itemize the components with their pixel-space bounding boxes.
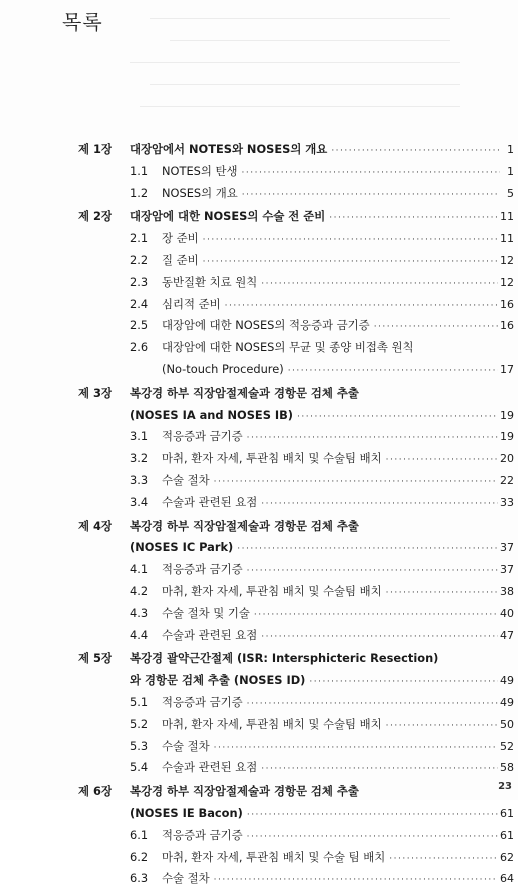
dot-leader [203,230,498,252]
section-title-continued: (No-touch Procedure) [162,361,284,376]
section-title: 수술 절차 [162,472,210,487]
dot-leader [247,827,498,849]
toc-section-row[interactable] [78,470,514,492]
toc-chapter-row[interactable] [78,206,514,228]
chapter-title-continued: (NOSES IA and NOSES IB) [130,407,294,422]
toc-section-row[interactable] [78,315,514,337]
dot-leader [386,450,498,472]
section-page: 12 [500,275,514,289]
section-number: 6.1 [130,827,149,842]
dot-leader [261,274,498,296]
section-page: 19 [500,430,514,444]
dot-leader [389,849,498,871]
dot-leader [247,805,498,827]
dot-leader [261,759,498,781]
section-page: 33 [500,495,514,509]
section-title: 질 준비 [162,252,199,267]
bleed-through-line [150,84,460,85]
section-page: 38 [500,584,514,598]
chapter-title-continued: 와 경항문 검체 추출 (NOSES ID) [130,673,306,688]
bleed-through-line [170,40,450,41]
section-title: 적응증과 금기증 [162,429,243,444]
chapter-number: 제 4장 [78,518,112,533]
dot-leader [214,472,498,494]
toc-chapter-row[interactable] [78,139,514,161]
section-page: 50 [500,717,514,731]
dot-leader [386,716,498,738]
section-number: 6.3 [130,871,149,886]
dot-leader [386,583,498,605]
section-title: 수술 절차 [162,871,210,886]
dot-leader [247,428,498,450]
section-page: 22 [500,473,514,487]
section-page: 17 [500,362,514,376]
section-title: 마취, 환자 자세, 투관침 배치 및 수술 팀 배치 [162,849,386,864]
section-page: 49 [500,695,514,709]
section-title: 수술과 관련된 요점 [162,627,258,642]
section-title: 수술 절차 및 기술 [162,605,250,620]
dot-leader [247,561,498,583]
section-number: 4.1 [130,562,149,577]
section-number: 3.3 [130,472,149,487]
toc-chapter-row[interactable] [78,516,514,538]
chapter-title: 복강경 하부 직장암절제술과 경항문 검체 추출 [130,518,359,533]
table-of-contents [78,139,514,892]
toc-section-row[interactable] [78,228,514,250]
toc-section-row[interactable] [78,250,514,272]
toc-section-row[interactable] [78,714,514,736]
section-page: 20 [500,452,514,466]
dot-leader [261,494,498,516]
dot-leader [288,361,498,383]
section-title: 대장암에 대한 NOSES의 무균 및 종양 비접촉 원칙 [162,340,414,355]
toc-section-row[interactable] [78,736,514,758]
toc-section-row[interactable] [78,294,514,316]
toc-chapter-row-continued[interactable] [78,537,514,559]
section-page: 47 [500,628,514,642]
section-page: 64 [500,872,514,886]
chapter-title-continued: (NOSES IC Park) [130,540,234,555]
section-title: 적응증과 금기증 [162,562,243,577]
section-page: 16 [500,319,514,333]
toc-section-row[interactable] [78,272,514,294]
section-title: 심리적 준비 [162,296,221,311]
toc-section-row[interactable] [78,581,514,603]
toc-section-row[interactable] [78,161,514,183]
toc-section-row[interactable] [78,757,514,779]
toc-chapter-row[interactable] [78,648,514,670]
dot-leader [254,605,498,627]
section-number: 3.1 [130,429,149,444]
section-number: 5.1 [130,694,149,709]
dot-leader [329,208,498,230]
toc-chapter-row-continued[interactable] [78,405,514,427]
toc-chapter [78,516,514,647]
chapter-title: 대장암에서 NOTES와 NOSES의 개요 [130,142,328,156]
toc-section-row[interactable] [78,183,514,205]
section-title: 대장암에 대한 NOSES의 적응증과 금기증 [162,318,370,333]
section-page: 5 [507,186,514,200]
section-number: 4.3 [130,605,149,620]
toc-section-row[interactable] [78,692,514,714]
section-number: 6.2 [130,849,149,864]
dot-leader [242,185,500,207]
chapter-page: 61 [500,806,514,820]
toc-chapter [78,206,514,380]
toc-section-row[interactable] [78,625,514,647]
section-title: 적응증과 금기증 [162,827,243,842]
section-title: 장 준비 [162,231,199,246]
toc-chapter [78,648,514,779]
page-number: 23 [498,781,512,792]
section-title: 마취, 환자 자세, 투관침 배치 및 수술팀 배치 [162,716,382,731]
section-title: 수술과 관련된 요점 [162,760,258,775]
section-title: NOTES의 탄생 [162,163,238,178]
chapter-title: 복강경 하부 직장암절제술과 경항문 검체 추출 [130,385,359,400]
toc-chapter [78,139,514,204]
section-page: 62 [500,850,514,864]
section-number: 3.4 [130,494,149,509]
section-number: 4.4 [130,627,149,642]
chapter-page: 19 [500,408,514,422]
section-title: 동반질환 치료 원칙 [162,274,258,289]
dot-leader [237,539,498,561]
section-page: 40 [500,606,514,620]
toc-section-row[interactable] [78,337,514,359]
dot-leader [225,296,498,318]
toc-chapter-row-continued[interactable] [78,670,514,692]
chapter-page: 49 [500,674,514,688]
chapter-title: 대장암에 대한 NOSES의 수술 전 준비 [130,209,326,224]
section-number: 2.6 [130,340,149,355]
chapter-number: 제 1장 [78,142,112,156]
chapter-page: 37 [500,541,514,555]
dot-leader [261,627,498,649]
toc-chapter [78,383,514,514]
toc-chapter [78,781,514,890]
chapter-title-continued: (NOSES IE Bacon) [130,805,243,820]
toc-section-row[interactable] [78,847,514,869]
section-title: 적응증과 금기증 [162,694,243,709]
section-title: 마취, 환자 자세, 투관침 배치 및 수술팀 배치 [162,583,382,598]
toc-section-row[interactable] [78,559,514,581]
bleed-through-line [150,18,450,19]
dot-leader [331,141,500,163]
toc-section-row[interactable] [78,448,514,470]
section-number: 5.4 [130,760,149,775]
bleed-through-line [140,106,460,107]
section-page: 16 [500,297,514,311]
section-page: 1 [507,164,514,178]
section-page: 58 [500,761,514,775]
chapter-page: 11 [500,210,514,224]
chapter-number: 제 3장 [78,385,112,400]
section-page: 37 [500,563,514,577]
section-title: 마취, 환자 자세, 투관침 배치 및 수술팀 배치 [162,451,382,466]
dot-leader [214,870,498,892]
section-title: 수술 절차 [162,738,210,753]
toc-section-row[interactable] [78,603,514,625]
section-number: 4.2 [130,583,149,598]
bleed-through-line [130,62,460,63]
toc-section-row[interactable] [78,492,514,514]
chapter-title: 복강경 하부 직장암절제술과 경항문 검체 추출 [130,784,359,799]
section-number: 2.1 [130,231,149,246]
section-number: 1.2 [130,185,149,200]
section-number: 1.1 [130,163,149,178]
section-title: NOSES의 개요 [162,185,238,200]
chapter-page: 1 [507,143,514,156]
toc-chapter-row-continued[interactable] [78,803,514,825]
chapter-number: 제 6장 [78,784,112,799]
section-page: 52 [500,739,514,753]
section-number: 2.5 [130,318,149,333]
section-page: 12 [500,253,514,267]
dot-leader [203,252,498,274]
page-title: 목록 [62,10,103,34]
section-number: 2.4 [130,296,149,311]
chapter-number: 제 5장 [78,651,112,666]
chapter-number: 제 2장 [78,209,112,224]
dot-leader [247,694,498,716]
section-title: 수술과 관련된 요점 [162,494,258,509]
toc-chapter-row[interactable] [78,383,514,405]
dot-leader [242,163,500,185]
section-number: 2.2 [130,252,149,267]
dot-leader [374,317,498,339]
dot-leader [214,738,498,760]
chapter-title: 복강경 괄약근간절제 (ISR: Intersphicteric Resection) [130,651,439,666]
section-page: 61 [500,828,514,842]
section-page: 11 [500,232,514,246]
section-number: 2.3 [130,274,149,289]
toc-section-row[interactable] [78,426,514,448]
dot-leader [309,672,498,694]
toc-section-row-continued[interactable] [78,359,514,381]
dot-leader [297,407,498,429]
toc-section-row[interactable] [78,868,514,890]
section-number: 5.2 [130,716,149,731]
section-number: 5.3 [130,738,149,753]
section-number: 3.2 [130,451,149,466]
toc-section-row[interactable] [78,825,514,847]
